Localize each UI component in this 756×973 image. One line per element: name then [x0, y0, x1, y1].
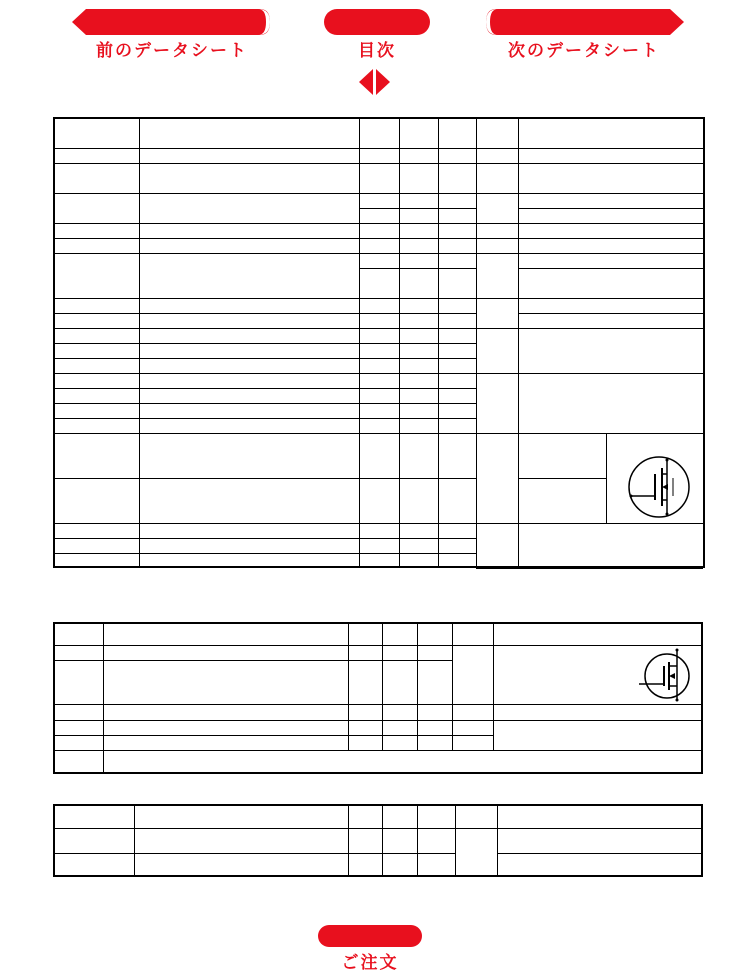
toc-label[interactable]: 目次 — [358, 41, 396, 61]
spec-table-main — [53, 117, 705, 568]
order-label[interactable]: ご注文 — [341, 953, 399, 973]
spec-table-secondary — [53, 622, 703, 774]
prev-datasheet-button[interactable] — [72, 9, 272, 35]
order-button[interactable] — [318, 925, 422, 947]
arrow-right-icon[interactable] — [376, 69, 390, 95]
mosfet-symbol-icon — [607, 434, 705, 524]
next-datasheet-label[interactable]: 次のデータシート — [508, 41, 660, 61]
spec-table-bottom — [53, 804, 703, 877]
arrow-left-icon[interactable] — [359, 69, 373, 95]
next-datasheet-button[interactable] — [484, 9, 684, 35]
mosfet-symbol-icon — [631, 646, 701, 706]
toc-button[interactable] — [324, 9, 430, 35]
prev-datasheet-label[interactable]: 前のデータシート — [96, 41, 248, 61]
